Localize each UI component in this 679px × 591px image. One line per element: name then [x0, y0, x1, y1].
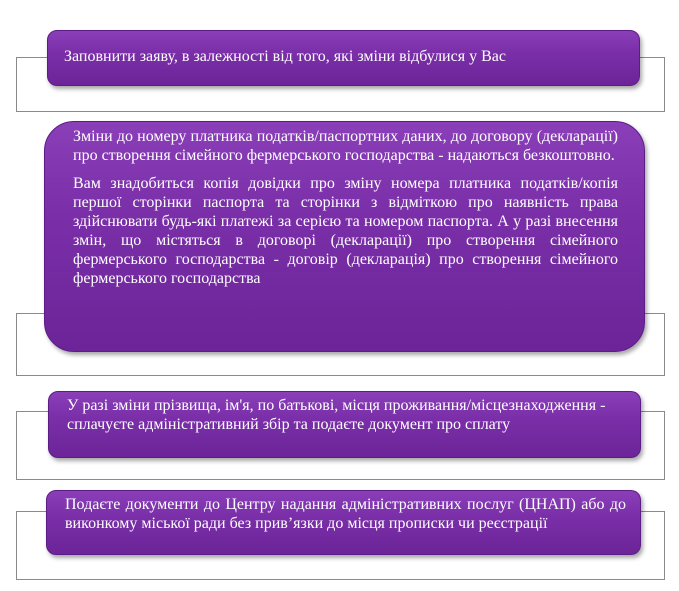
step-2-details-text: Вам знадобиться копія довідки про зміну номера платника податків/копія першої сторінки паспорта та сторінки з відміткою про наявність права здійснювати будь-які платежі за серією та номером паспорта. А у разі внесення змін, що містяться в договорі (декларації) про створення сімейного фермерського господарства - договір (декларація) про створення сімейного фермерського господарства: [73, 175, 618, 287]
step-2-text: Зміни до номеру платника податків/паспортних даних, до договору (декларації) про створення сімейного фермерського господарства - надаються безкоштовно.: [73, 128, 618, 164]
step-4-text: Подаєте документи до Центру надання адміністративних послуг (ЦНАП) або до виконкому міської ради без прив’язки до місця прописки чи реєстрації: [65, 496, 626, 532]
step-3-text: У разі зміни прізвища, ім'я, по батькові, місця проживання/місцезнаходження - сплачуєте адміністративний збір та подаєте документ про сплату: [67, 397, 606, 433]
step-4-box: [46, 490, 641, 555]
step-2-box: [44, 121, 645, 352]
step-1-text: Заповнити заяву, в залежності від того, які зміни відбулися у Вас: [64, 48, 506, 65]
step-3-box: [48, 391, 641, 458]
step-1-box: [47, 30, 640, 86]
